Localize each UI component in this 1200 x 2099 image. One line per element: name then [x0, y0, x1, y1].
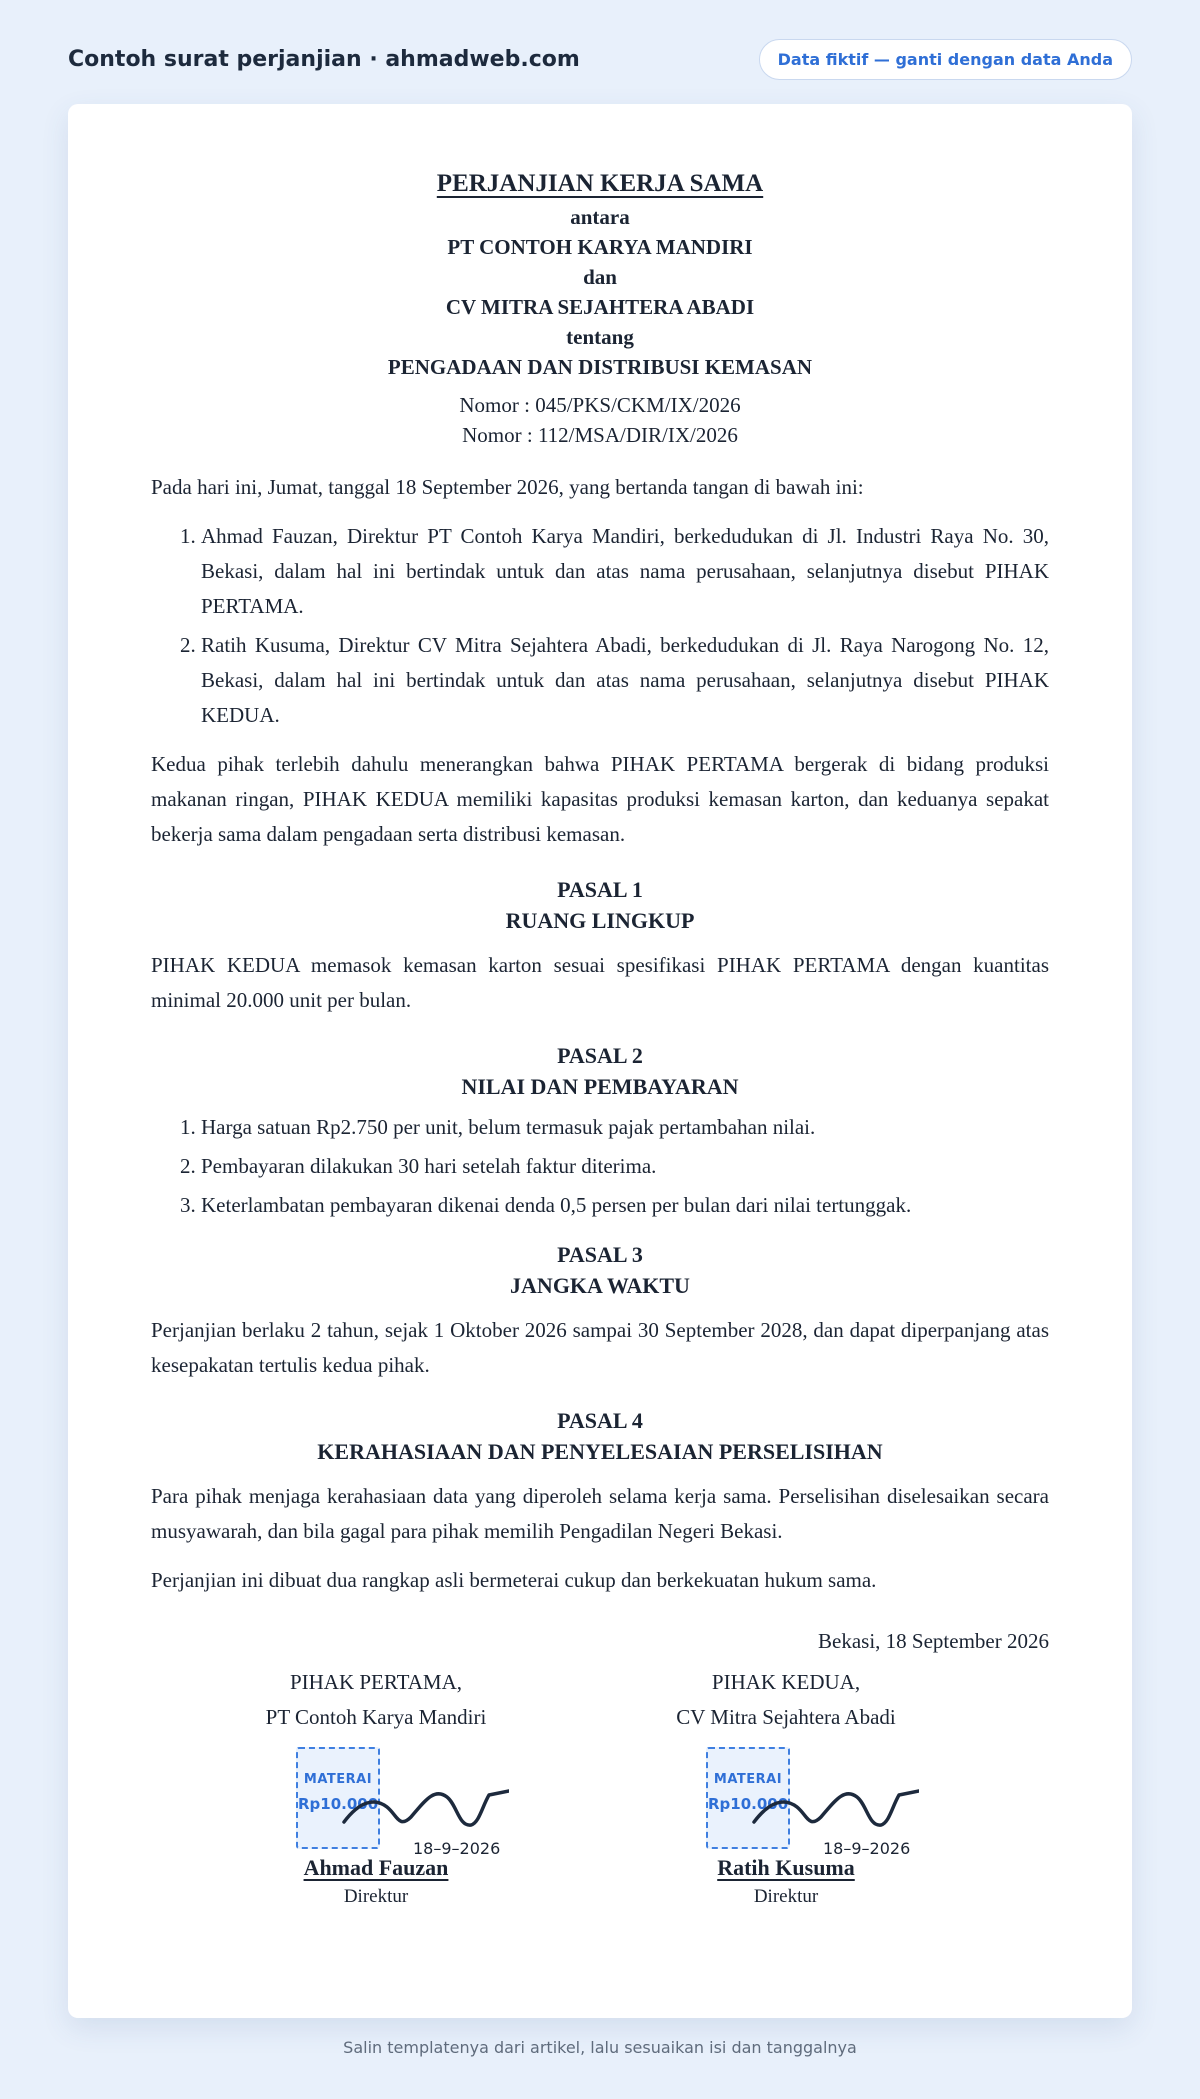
opening-paragraph: Pada hari ini, Jumat, tanggal 18 September 2026, yang bertanda tangan di bawah ini: [151, 475, 864, 499]
stamp-area [171, 1735, 581, 1858]
materai-stamp: MATERAI Rp10.000 [706, 1747, 790, 1849]
heading-tentang: tentang [566, 325, 634, 349]
signature-date: 18–9–2026 [413, 1839, 501, 1858]
heading-party-2: CV MITRA SEJAHTERA ABADI [445, 295, 755, 319]
signature-block-first-party [171, 1665, 581, 1911]
heading-dan: dan [583, 265, 617, 289]
signer-role: Direktur [343, 1886, 409, 1907]
pasal-3-text: Perjanjian berlaku 2 tahun, sejak 1 Oktober 2026 sampai 30 September 2028, dan dapat diperpanjang atas kesepakatan tertulis kedua pihak. [151, 1318, 1049, 1377]
party-company: CV Mitra Sejahtera Abadi [676, 1705, 896, 1729]
document-paper [68, 104, 1132, 2018]
pasal-4-text: Para pihak menjaga kerahasiaan data yang diperoleh selama kerja sama. Perselisihan diselesaikan secara musyawarah, dan bila gagal para pihak memilih Pengadilan Negeri Bekasi. [151, 1484, 1049, 1543]
footer-note: Salin templatenya dari artikel, lalu sesuaikan isi dan tanggalnya [343, 2038, 857, 2057]
site-title: Contoh surat perjanjian · ahmadweb.com [68, 46, 580, 72]
pasal-1-heading: PASAL 1 RUANG LINGKUP [505, 877, 695, 933]
signature-date: 18–9–2026 [823, 1839, 911, 1858]
heading-antara: antara [570, 205, 630, 229]
heading-subject: PENGADAAN DAN DISTRIBUSI KEMASAN [387, 355, 813, 379]
recital-paragraph: Kedua pihak terlebih dahulu menerangkan bahwa PIHAK PERTAMA bergerak di bidang produksi makanan ringan, PIHAK KEDUA memiliki kapasitas produksi kemasan karton, dan keduanya sepakat bekerja sama dalam pengadaan serta distribusi kemasan. [151, 752, 1049, 846]
stamp-area [581, 1735, 991, 1858]
list-item: 2. Ratih Kusuma, Direktur CV Mitra Sejahtera Abadi, berkedudukan di Jl. Raya Narogong No. 12, Bekasi, dalam hal ini bertindak untuk dan atas nama perusahaan, selanjutnya disebut PIHAK KEDUA. [201, 628, 1049, 733]
party-company: PT Contoh Karya Mandiri [265, 1705, 487, 1729]
document-number-2: Nomor : 112/MSA/DIR/IX/2026 [462, 423, 738, 447]
document-content [151, 166, 1049, 1911]
document-title: PERJANJIAN KERJA SAMA [436, 170, 764, 197]
pasal-3-heading: PASAL 3 JANGKA WAKTU [510, 1242, 690, 1298]
party-label: PIHAK KEDUA, [711, 1670, 861, 1694]
pasal-4-heading: PASAL 4 KERAHASIAAN DAN PENYELESAIAN PERSELISIHAN [317, 1408, 883, 1464]
party-label: PIHAK PERTAMA, [289, 1670, 463, 1694]
signer-name: Ahmad Fauzan [303, 1855, 449, 1880]
fictional-data-badge: Data fiktif — ganti dengan data Anda [759, 39, 1132, 80]
signature-block-second-party [581, 1665, 991, 1911]
materai-stamp: MATERAI Rp10.000 [296, 1747, 380, 1849]
document-number-1: Nomor : 045/PKS/CKM/IX/2026 [459, 393, 741, 417]
place-date: Bekasi, 18 September 2026 [818, 1629, 1049, 1653]
heading-party-1: PT CONTOH KARYA MANDIRI [447, 235, 753, 259]
pasal-1-text: PIHAK KEDUA memasok kemasan karton sesuai spesifikasi PIHAK PERTAMA dengan kuantitas minimal 20.000 unit per bulan. [151, 953, 1049, 1012]
parties-list [151, 519, 1049, 733]
top-bar [68, 38, 1132, 80]
pasal-2-list [151, 1110, 1049, 1223]
signature-scribble-icon [749, 1777, 919, 1837]
signer-role: Direktur [753, 1886, 819, 1907]
signature-section [151, 1665, 1049, 1911]
closing-paragraph: Perjanjian ini dibuat dua rangkap asli bermeterai cukup dan berkekuatan hukum sama. [151, 1568, 877, 1592]
list-item: 2. Pembayaran dilakukan 30 hari setelah faktur diterima. [201, 1149, 1049, 1184]
pasal-2-heading: PASAL 2 NILAI DAN PEMBAYARAN [461, 1043, 739, 1099]
list-item: 1. Harga satuan Rp2.750 per unit, belum termasuk pajak pertambahan nilai. [201, 1110, 1049, 1145]
list-item: 1. Ahmad Fauzan, Direktur PT Contoh Karya Mandiri, berkedudukan di Jl. Industri Raya No. 30, Bekasi, dalam hal ini bertindak untuk dan atas nama perusahaan, selanjutnya disebut PIHAK PERTAMA. [201, 519, 1049, 624]
signature-scribble-icon [339, 1777, 509, 1837]
signer-name: Ratih Kusuma [717, 1855, 855, 1880]
list-item: 3. Keterlambatan pembayaran dikenai denda 0,5 persen per bulan dari nilai tertunggak. [201, 1188, 1049, 1223]
